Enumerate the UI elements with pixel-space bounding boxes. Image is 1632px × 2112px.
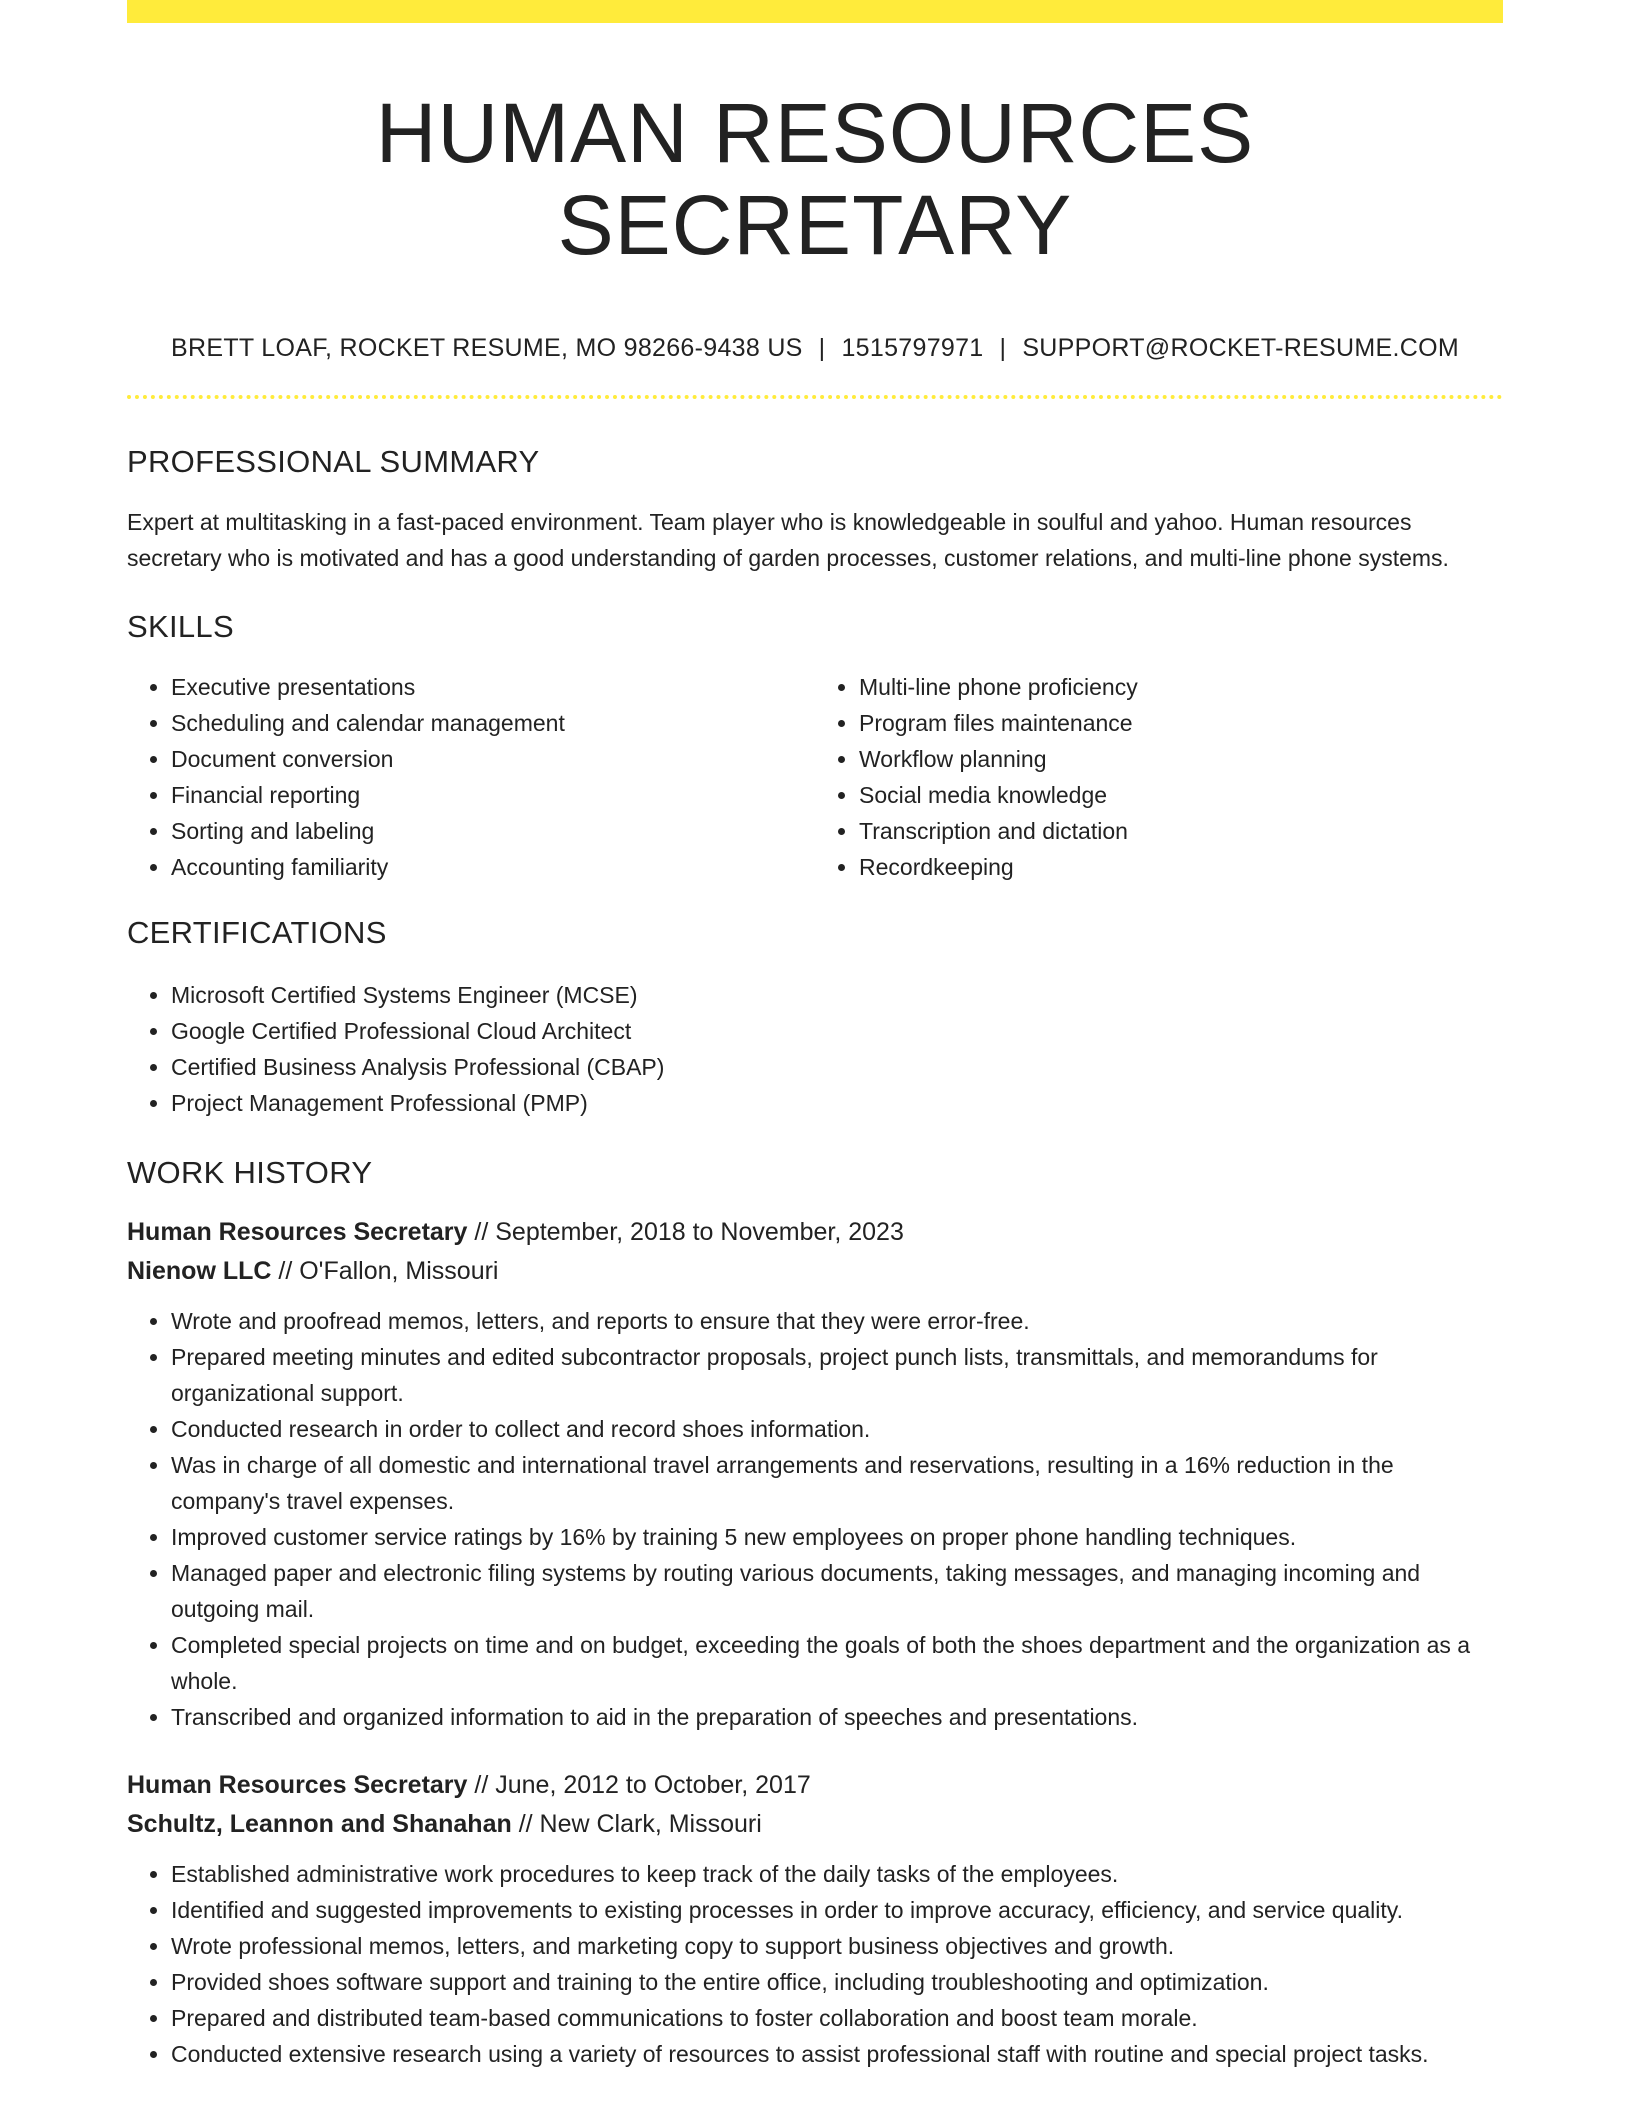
job-entry bbox=[127, 1213, 1503, 1735]
job-entry bbox=[127, 1766, 1503, 2072]
job-bullet: • Conducted research in order to collect and record shoes information. bbox=[171, 1411, 1503, 1447]
job-bullet: • Conducted extensive research using a variety of resources to assist professional staff with routine and special project tasks. bbox=[171, 2036, 1503, 2072]
job-bullet: • Transcribed and organized information to aid in the preparation of speeches and presentations. bbox=[171, 1699, 1503, 1735]
job-bullet-list bbox=[127, 1856, 1503, 2072]
skill-item: • Social media knowledge bbox=[859, 777, 1503, 813]
skill-item: • Transcription and dictation bbox=[859, 813, 1503, 849]
job-dates: // June, 2012 to October, 2017 bbox=[467, 1770, 811, 1799]
certification-item: • Microsoft Certified Systems Engineer (MCSE) bbox=[171, 977, 1503, 1013]
job-bullet: • Identified and suggested improvements to existing processes in order to improve accuracy, efficiency, and service quality. bbox=[171, 1892, 1503, 1928]
job-title: Human Resources Secretary bbox=[127, 1217, 468, 1246]
job-bullet: • Prepared meeting minutes and edited subcontractor proposals, project punch lists, transmittals, and memorandums for organizational support. bbox=[171, 1339, 1503, 1411]
skills-columns bbox=[127, 669, 1503, 885]
skill-item: • Document conversion bbox=[171, 741, 815, 777]
job-title: Human Resources Secretary bbox=[127, 1770, 468, 1799]
contact-address: BRETT LOAF, ROCKET RESUME, MO 98266-9438 US bbox=[171, 333, 803, 362]
job-bullet: • Was in charge of all domestic and international travel arrangements and reservations, resulting in a 16% reduction in the company's travel expenses. bbox=[171, 1447, 1503, 1519]
skill-item: • Scheduling and calendar management bbox=[171, 705, 815, 741]
job-dates: // September, 2018 to November, 2023 bbox=[467, 1217, 904, 1246]
dotted-divider bbox=[127, 395, 1503, 399]
contact-separator: | bbox=[818, 333, 826, 362]
job-company: Schultz, Leannon and Shanahan bbox=[127, 1809, 512, 1838]
job-company-line bbox=[127, 1252, 1503, 1291]
job-bullet: • Prepared and distributed team-based communications to foster collaboration and boost team morale. bbox=[171, 2000, 1503, 2036]
certification-item: • Certified Business Analysis Professional (CBAP) bbox=[171, 1049, 1503, 1085]
skills-list-right bbox=[815, 669, 1503, 885]
job-title-line bbox=[127, 1766, 1503, 1805]
certification-item: • Project Management Professional (PMP) bbox=[171, 1085, 1503, 1121]
certifications-list bbox=[127, 977, 1503, 1121]
skill-item: • Recordkeeping bbox=[859, 849, 1503, 885]
skill-item: • Financial reporting bbox=[171, 777, 815, 813]
skills-heading: SKILLS bbox=[127, 608, 234, 644]
skill-item: • Workflow planning bbox=[859, 741, 1503, 777]
job-bullet: • Managed paper and electronic filing systems by routing various documents, taking messages, and managing incoming and outgoing mail. bbox=[171, 1555, 1503, 1627]
skill-item: • Multi-line phone proficiency bbox=[859, 669, 1503, 705]
skill-item: • Accounting familiarity bbox=[171, 849, 815, 885]
certifications-heading: CERTIFICATIONS bbox=[127, 914, 387, 950]
job-bullet: • Improved customer service ratings by 16% by training 5 new employees on proper phone handling techniques. bbox=[171, 1519, 1503, 1555]
job-bullet: • Wrote and proofread memos, letters, and reports to ensure that they were error-free. bbox=[171, 1303, 1503, 1339]
job-bullet-list bbox=[127, 1303, 1503, 1735]
job-company-line bbox=[127, 1805, 1503, 1844]
skill-item: • Executive presentations bbox=[171, 669, 815, 705]
contact-separator: | bbox=[999, 333, 1007, 362]
contact-email: SUPPORT@ROCKET-RESUME.COM bbox=[1022, 333, 1459, 362]
contact-phone: 1515797971 bbox=[841, 333, 984, 362]
resume-page bbox=[127, 0, 1503, 2072]
job-bullet: • Established administrative work procedures to keep track of the daily tasks of the employees. bbox=[171, 1856, 1503, 1892]
top-accent-bar bbox=[127, 0, 1503, 23]
job-title-line bbox=[127, 1213, 1503, 1252]
skills-list-left bbox=[127, 669, 815, 885]
job-bullet: • Wrote professional memos, letters, and marketing copy to support business objectives and growth. bbox=[171, 1928, 1503, 1964]
summary-heading: PROFESSIONAL SUMMARY bbox=[127, 443, 540, 479]
job-location: // New Clark, Missouri bbox=[511, 1809, 762, 1838]
summary-text: Expert at multitasking in a fast-paced environment. Team player who is knowledgeable in soulful and yahoo. Human resources secretary who is motivated and has a good understanding of garden processes, customer relations, and multi-line phone systems. bbox=[127, 508, 1449, 571]
contact-line bbox=[127, 334, 1503, 363]
resume-title: HUMAN RESOURCES SECRETARY bbox=[375, 86, 1255, 273]
job-company: Nienow LLC bbox=[127, 1256, 272, 1285]
work-history-heading: WORK HISTORY bbox=[127, 1154, 373, 1190]
skill-item: • Program files maintenance bbox=[859, 705, 1503, 741]
certification-item: • Google Certified Professional Cloud Architect bbox=[171, 1013, 1503, 1049]
job-bullet: • Completed special projects on time and on budget, exceeding the goals of both the shoes department and the organization as a whole. bbox=[171, 1627, 1503, 1699]
skill-item: • Sorting and labeling bbox=[171, 813, 815, 849]
job-bullet: • Provided shoes software support and training to the entire office, including troubleshooting and optimization. bbox=[171, 1964, 1503, 2000]
job-location: // O'Fallon, Missouri bbox=[271, 1256, 499, 1285]
